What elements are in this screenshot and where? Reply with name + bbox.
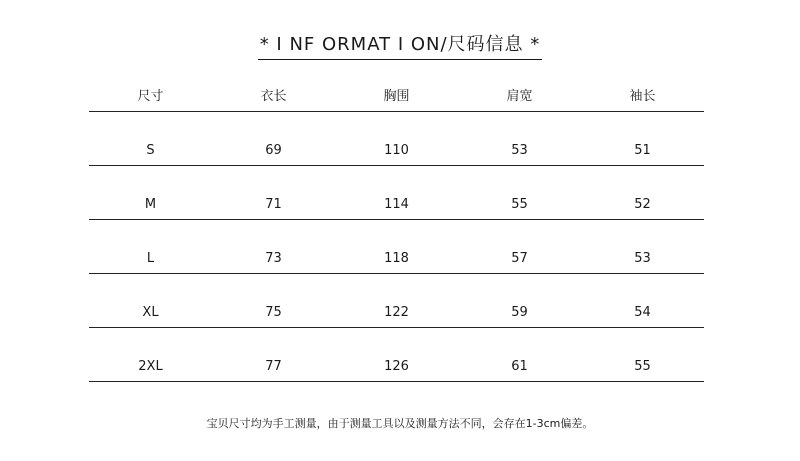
table-cell-sleeve: 52 [634, 197, 651, 212]
table-cell-size: XL [142, 305, 159, 320]
size-table [89, 84, 704, 382]
table-cell-chest: 114 [384, 197, 409, 212]
table-row [89, 274, 704, 328]
table-cell-shoulder: 55 [511, 197, 528, 212]
table-cell-chest: 110 [384, 143, 409, 158]
table-cell-chest: 126 [384, 359, 409, 374]
table-cell-chest: 118 [384, 251, 409, 266]
table-cell-sleeve: 54 [634, 305, 651, 320]
table-cell-shoulder: 57 [511, 251, 528, 266]
table-row [89, 112, 704, 166]
header-cell-length: 衣长 [260, 89, 287, 104]
table-cell-length: 71 [265, 197, 282, 212]
table-cell-sleeve: 55 [634, 359, 651, 374]
table-cell-size: L [146, 251, 155, 266]
table-cell-sleeve: 51 [634, 143, 651, 158]
table-cell-length: 69 [265, 143, 282, 158]
table-cell-length: 73 [265, 251, 282, 266]
table-cell-size: 2XL [138, 359, 163, 374]
header-cell-sleeve: 袖长 [629, 89, 656, 104]
table-cell-size: S [146, 143, 155, 158]
table-row [89, 166, 704, 220]
page-title [0, 34, 800, 60]
table-cell-size: M [144, 197, 157, 212]
header-cell-size: 尺寸 [137, 89, 164, 104]
table-cell-length: 77 [265, 359, 282, 374]
page-title-text: * I NF ORMAT I ON/尺码信息 * [258, 35, 543, 60]
table-header-row [89, 84, 704, 112]
table-row [89, 328, 704, 382]
table-cell-chest: 122 [384, 305, 409, 320]
measurement-note: 宝贝尺寸均为手工测量，由于测量工具以及测量方法不同，会存在1-3cm偏差。 [206, 417, 594, 430]
table-cell-sleeve: 53 [634, 251, 651, 266]
table-cell-length: 75 [265, 305, 282, 320]
table-row [89, 220, 704, 274]
header-cell-shoulder: 肩宽 [506, 89, 533, 104]
table-cell-shoulder: 61 [511, 359, 528, 374]
table-cell-shoulder: 59 [511, 305, 528, 320]
header-cell-chest: 胸围 [383, 89, 410, 104]
table-cell-shoulder: 53 [511, 143, 528, 158]
